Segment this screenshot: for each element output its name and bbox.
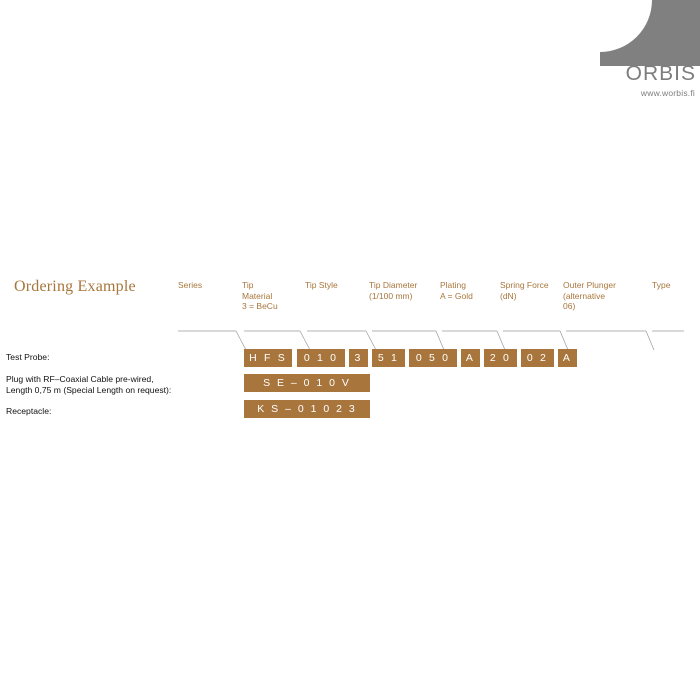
logo [600,0,700,100]
logo-wordmark: ORBIS [625,62,696,85]
code-box-tip-style: 3 [349,349,368,367]
row-label-plug-rf-coaxial: Plug with RF–Coaxial Cable pre-wired, Length 0,75 m (Special Length on request): [6,374,172,395]
column-header-plating: Plating A = Gold [440,280,473,301]
column-header-spring-force: Spring Force (dN) [500,280,549,301]
column-header-tip-material: Tip Material 3 = BeCu [242,280,278,311]
code-box-outer-plunger: 0 2 [521,349,554,367]
code-box-receptacle: K S – 0 1 0 2 3 [244,400,370,418]
row-label-test-probe: Test Probe: [6,352,50,362]
code-box-spring-force: 2 0 [484,349,517,367]
logo-arc-cutout [600,0,652,52]
column-header-type: Type [652,280,671,290]
column-header-tip-style: Tip Style [305,280,338,290]
row-label-receptacle: Receptacle: [6,406,52,416]
logo-website-url: www.worbis.fi [640,88,695,98]
code-box-tip-material: 0 1 0 [297,349,345,367]
code-box-type: A [558,349,577,367]
code-box-tip-diameter: 5 1 [372,349,405,367]
code-box-plug-rf-coaxial: S E – 0 1 0 V [244,374,370,392]
column-header-series: Series [178,280,203,290]
code-box-series: H F S [244,349,292,367]
page-title: Ordering Example [14,278,136,295]
logo-gray-square [600,0,700,66]
code-box-plating-group: 0 5 0 [409,349,457,367]
column-header-tip-diameter: Tip Diameter (1/100 mm) [369,280,418,301]
code-box-plating: A [461,349,480,367]
column-header-outer-plunger: Outer Plunger (alternative 06) [563,280,616,311]
